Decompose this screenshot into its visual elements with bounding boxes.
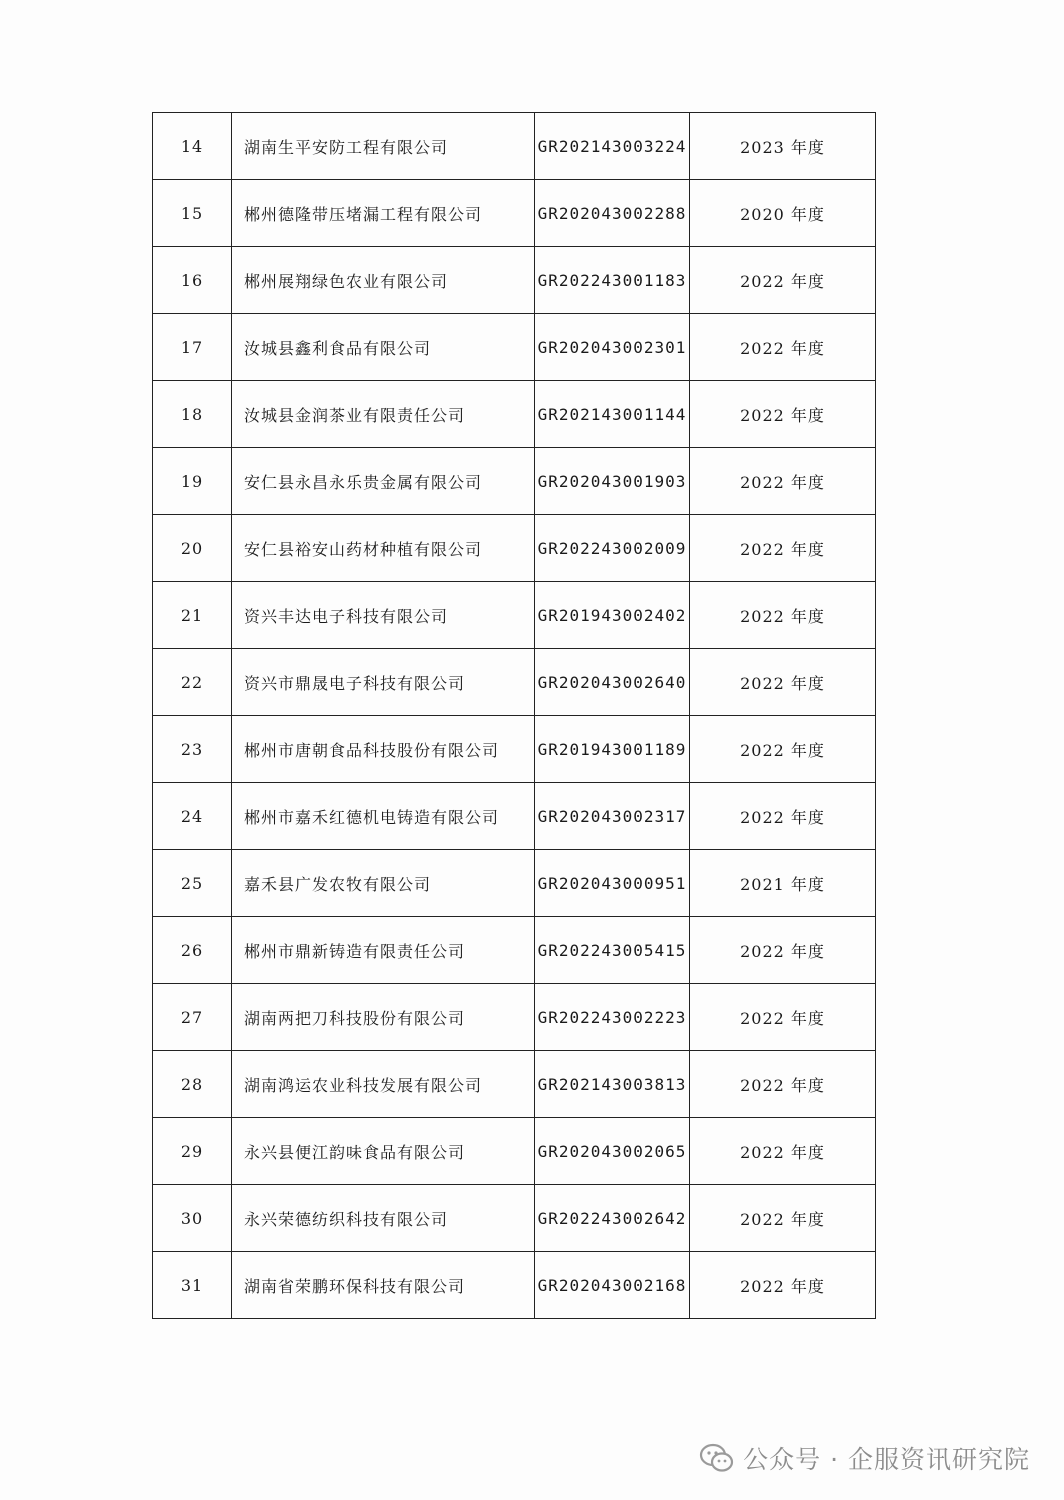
table-row: [153, 582, 876, 649]
year: 2022 年度: [690, 448, 876, 515]
year: 2022 年度: [690, 582, 876, 649]
year: 2022 年度: [690, 1118, 876, 1185]
row-number: 29: [153, 1118, 232, 1185]
table-row: [153, 1118, 876, 1185]
table-row: [153, 515, 876, 582]
certificate-number: GR202043002640: [535, 649, 690, 716]
year: 2022 年度: [690, 1252, 876, 1319]
year: 2022 年度: [690, 515, 876, 582]
company-name: 安仁县永昌永乐贵金属有限公司: [232, 448, 535, 515]
year: 2022 年度: [690, 716, 876, 783]
row-number: 20: [153, 515, 232, 582]
certificate-number: GR202043002317: [535, 783, 690, 850]
row-number: 24: [153, 783, 232, 850]
company-name: 汝城县金润茶业有限责任公司: [232, 381, 535, 448]
company-name: 永兴荣德纺织科技有限公司: [232, 1185, 535, 1252]
table-row: [153, 917, 876, 984]
company-name: 郴州展翔绿色农业有限公司: [232, 247, 535, 314]
table-row: [153, 649, 876, 716]
row-number: 18: [153, 381, 232, 448]
certificate-number: GR202043002065: [535, 1118, 690, 1185]
certificate-number: GR202243002009: [535, 515, 690, 582]
year: 2020 年度: [690, 180, 876, 247]
year: 2022 年度: [690, 314, 876, 381]
certificate-number: GR202243005415: [535, 917, 690, 984]
company-name: 嘉禾县广发农牧有限公司: [232, 850, 535, 917]
row-number: 22: [153, 649, 232, 716]
company-name: 安仁县裕安山药材种植有限公司: [232, 515, 535, 582]
year: 2021 年度: [690, 850, 876, 917]
certificate-number: GR202243001183: [535, 247, 690, 314]
row-number: 17: [153, 314, 232, 381]
row-number: 25: [153, 850, 232, 917]
wechat-icon: [699, 1442, 735, 1474]
row-number: 28: [153, 1051, 232, 1118]
company-name: 湖南鸿运农业科技发展有限公司: [232, 1051, 535, 1118]
company-table: [152, 112, 876, 1319]
company-table-body: [153, 113, 876, 1319]
company-name: 郴州德隆带压堵漏工程有限公司: [232, 180, 535, 247]
company-name: 湖南两把刀科技股份有限公司: [232, 984, 535, 1051]
row-number: 27: [153, 984, 232, 1051]
table-row: [153, 113, 876, 180]
year: 2022 年度: [690, 649, 876, 716]
table-row: [153, 381, 876, 448]
row-number: 15: [153, 180, 232, 247]
table-row: [153, 850, 876, 917]
company-name: 资兴市鼎晟电子科技有限公司: [232, 649, 535, 716]
certificate-number: GR202143003813: [535, 1051, 690, 1118]
company-name: 湖南生平安防工程有限公司: [232, 113, 535, 180]
certificate-number: GR202043001903: [535, 448, 690, 515]
table-row: [153, 1185, 876, 1252]
certificate-number: GR202243002223: [535, 984, 690, 1051]
year: 2022 年度: [690, 984, 876, 1051]
row-number: 19: [153, 448, 232, 515]
row-number: 31: [153, 1252, 232, 1319]
year: 2022 年度: [690, 1051, 876, 1118]
certificate-number: GR202143003224: [535, 113, 690, 180]
company-name: 郴州市唐朝食品科技股份有限公司: [232, 716, 535, 783]
certificate-number: GR202043002301: [535, 314, 690, 381]
row-number: 14: [153, 113, 232, 180]
table-row: [153, 1252, 876, 1319]
table-row: [153, 716, 876, 783]
certificate-number: GR202043002288: [535, 180, 690, 247]
certificate-number: GR201943002402: [535, 582, 690, 649]
table-row: [153, 448, 876, 515]
year: 2022 年度: [690, 1185, 876, 1252]
table-row: [153, 180, 876, 247]
company-name: 永兴县便江韵味食品有限公司: [232, 1118, 535, 1185]
company-name: 湖南省荣鹏环保科技有限公司: [232, 1252, 535, 1319]
table-row: [153, 1051, 876, 1118]
row-number: 23: [153, 716, 232, 783]
company-name: 郴州市嘉禾红德机电铸造有限公司: [232, 783, 535, 850]
certificate-number: GR201943001189: [535, 716, 690, 783]
row-number: 21: [153, 582, 232, 649]
watermark-text: 公众号 · 企服资讯研究院: [743, 1445, 1030, 1474]
table-row: [153, 247, 876, 314]
row-number: 26: [153, 917, 232, 984]
year: 2023 年度: [690, 113, 876, 180]
certificate-number: GR202043002168: [535, 1252, 690, 1319]
table-row: [153, 783, 876, 850]
year: 2022 年度: [690, 917, 876, 984]
year: 2022 年度: [690, 381, 876, 448]
certificate-number: GR202143001144: [535, 381, 690, 448]
watermark: [699, 1438, 1030, 1478]
certificate-number: GR202043000951: [535, 850, 690, 917]
row-number: 16: [153, 247, 232, 314]
table-row: [153, 314, 876, 381]
certificate-number: GR202243002642: [535, 1185, 690, 1252]
year: 2022 年度: [690, 247, 876, 314]
year: 2022 年度: [690, 783, 876, 850]
company-name: 汝城县鑫利食品有限公司: [232, 314, 535, 381]
row-number: 30: [153, 1185, 232, 1252]
company-name: 郴州市鼎新铸造有限责任公司: [232, 917, 535, 984]
table-row: [153, 984, 876, 1051]
company-name: 资兴丰达电子科技有限公司: [232, 582, 535, 649]
